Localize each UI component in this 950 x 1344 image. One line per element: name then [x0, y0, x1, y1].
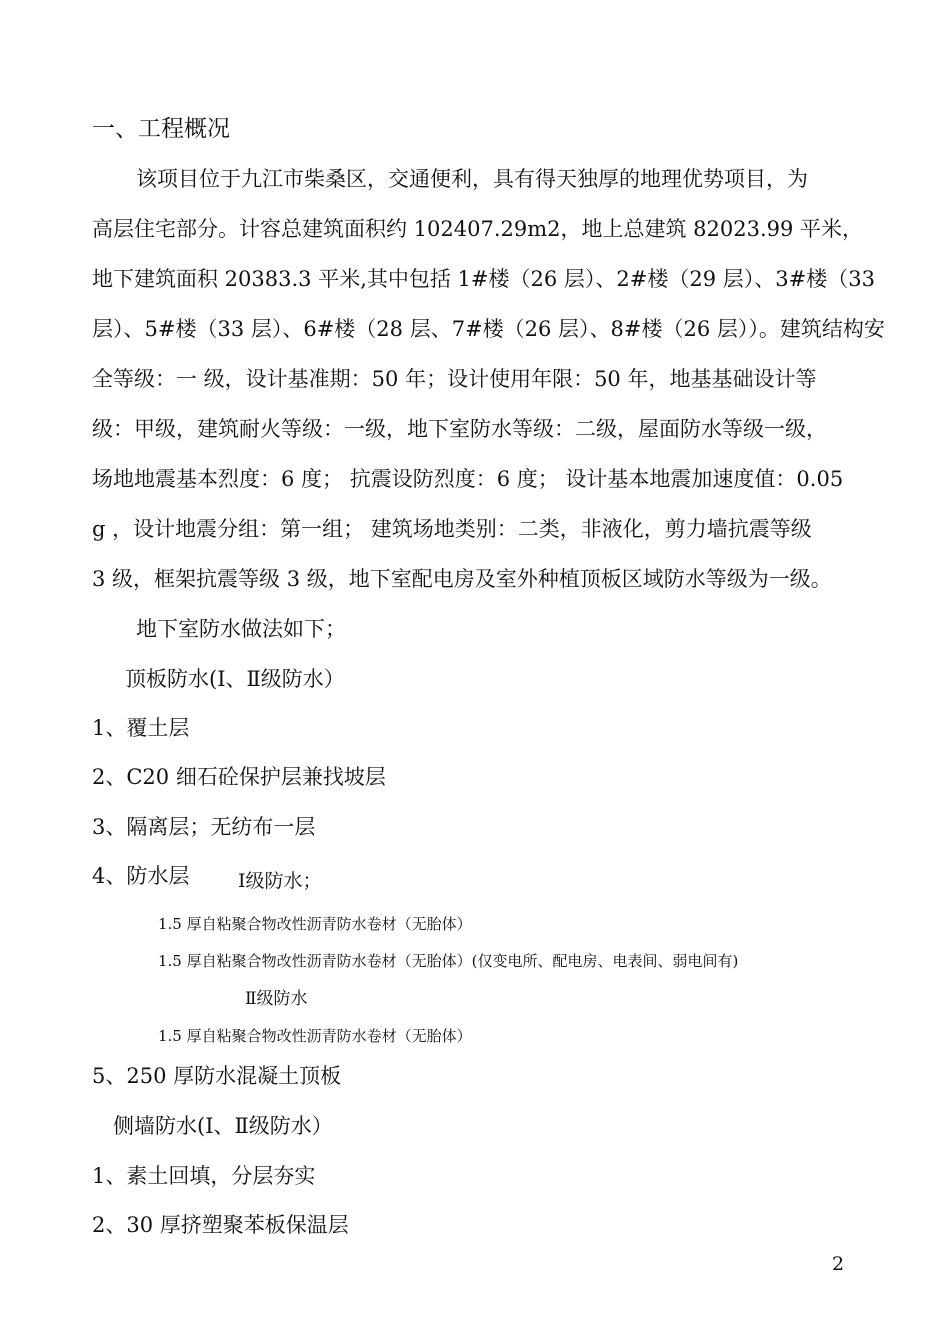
- material-line: 1.5 厚自粘聚合物改性沥青防水卷材（无胎体）(仅变电所、配电房、电表间、弱电间有): [158, 952, 739, 970]
- overview-line: 高层住宅部分。计容总建筑面积约 102407.29m2，地上总建筑 82023.99 平米，: [92, 217, 864, 241]
- overview-line: 3 级，框架抗震等级 3 级，地下室配电房及室外种植顶板区域防水等级为一级。: [92, 567, 832, 591]
- wall-item: 2、30 厚挤塑聚苯板保温层: [92, 1213, 349, 1237]
- roof-item: 4、防水层: [92, 864, 190, 888]
- material-line: 1.5 厚自粘聚合物改性沥青防水卷材（无胎体）: [158, 1027, 472, 1045]
- grade2-label: Ⅱ级防水: [245, 989, 308, 1009]
- overview-line: 场地地震基本烈度：6 度； 抗震设防烈度：6 度； 设计基本地震加速度值：0.05: [92, 467, 844, 491]
- overview-line: 地下建筑面积 20383.3 平米,其中包括 1#楼（26 层）、2#楼（29 层）、3#楼（33: [92, 267, 875, 291]
- basement-intro: 地下室防水做法如下；: [136, 617, 346, 641]
- wall-item: 1、素土回填，分层夯实: [92, 1164, 316, 1188]
- material-line: 1.5 厚自粘聚合物改性沥青防水卷材（无胎体）: [158, 915, 472, 933]
- section-title: 一、工程概况: [92, 116, 230, 142]
- roof-item: 3、隔离层；无纺布一层: [92, 815, 316, 839]
- overview-line: 全等级：一 级，设计基准期：50 年；设计使用年限：50 年，地基基础设计等: [92, 367, 817, 391]
- roof-item: 5、250 厚防水混凝土顶板: [92, 1064, 342, 1088]
- overview-line: g ，设计地震分组：第一组； 建筑场地类别：二类，非液化，剪力墙抗震等级: [92, 517, 812, 541]
- roof-item: 2、C20 细石砼保护层兼找坡层: [92, 765, 386, 789]
- roof-item: 1、覆土层: [92, 716, 190, 740]
- page-number: 2: [832, 1253, 845, 1275]
- wall-waterproof-title: 侧墙防水(Ⅰ、Ⅱ级防水）: [113, 1114, 333, 1138]
- overview-line: 级：甲级，建筑耐火等级：一级，地下室防水等级：二级，屋面防水等级一级，: [92, 417, 827, 441]
- overview-line: 该项目位于九江市柴桑区，交通便利，具有得天独厚的地理优势项目，为: [136, 167, 808, 191]
- roof-waterproof-title: 顶板防水(Ⅰ、Ⅱ级防水）: [125, 667, 345, 691]
- grade1-label: Ⅰ级防水；: [238, 870, 322, 892]
- overview-line: 层）、5#楼（33 层）、6#楼（28 层、7#楼（26 层）、8#楼（26 层））。建筑结构安: [92, 317, 885, 341]
